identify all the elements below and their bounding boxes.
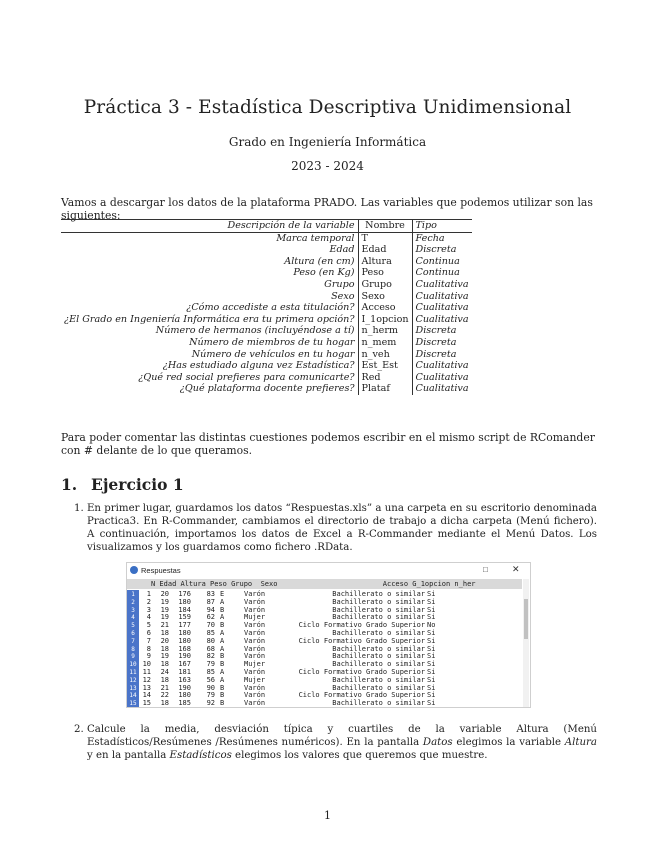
- table-cell: B: [220, 605, 225, 614]
- variable-type: Cualitativa: [415, 383, 469, 395]
- table-cell: 9: [146, 652, 151, 661]
- variable-name: n_herm: [358, 325, 412, 337]
- table-row: [61, 372, 472, 384]
- table-cell: A: [220, 668, 225, 676]
- variable-name: n_mem: [358, 337, 412, 349]
- table-cell: 62: [206, 613, 215, 622]
- variable-description: Edad: [61, 244, 358, 256]
- table-cell: 18: [160, 644, 169, 653]
- table-cell: Bachillerato o similar: [332, 605, 425, 614]
- variable-description: ¿Qué red social prefieres para comunicarte?: [61, 372, 358, 384]
- data-viewer-window: [126, 562, 531, 708]
- table-cell: Si: [427, 629, 436, 637]
- table-row: [61, 267, 472, 279]
- table-row: [61, 256, 472, 268]
- table-cell: 85: [206, 629, 215, 637]
- table-cell: 163: [178, 675, 191, 684]
- table-cell: Bachillerato o similar: [332, 629, 425, 637]
- table-cell: 11: [142, 668, 151, 676]
- table-cell: 4: [146, 613, 151, 622]
- variable-name: T: [358, 232, 412, 244]
- table-cell: 168: [178, 644, 191, 653]
- table-cell: 79: [206, 691, 215, 700]
- table-row: [127, 699, 522, 707]
- table-row: [61, 302, 472, 314]
- variable-type: Cualitativa: [415, 313, 469, 325]
- variables-table-header: [61, 220, 472, 233]
- table-cell: Varón: [244, 597, 266, 606]
- table-cell: Ciclo Formativo Grado Superior: [298, 636, 425, 645]
- variable-description: Número de vehículos en tu hogar: [61, 349, 358, 361]
- table-cell: Mujer: [244, 675, 266, 684]
- table-row: [61, 337, 472, 349]
- table-row: [61, 349, 472, 361]
- table-cell: 176: [178, 590, 191, 598]
- table-cell: 82: [206, 652, 215, 661]
- table-cell: 18: [160, 675, 169, 684]
- table-cell: 8: [146, 644, 151, 653]
- scrollbar-thumb[interactable]: [524, 599, 528, 639]
- text-part: elegimos los valores que queremos que muestre.: [231, 750, 488, 761]
- table-cell: 85: [206, 668, 215, 676]
- variable-type: Continua: [415, 255, 460, 267]
- page-number: 1: [324, 809, 331, 822]
- table-cell: B: [220, 660, 225, 669]
- table-cell: Varón: [244, 699, 266, 707]
- table-cell: Si: [427, 590, 436, 598]
- intro-paragraph: Vamos a descargar los datos de la plataforma PRADO. Las variables que podemos utilizar son las siguientes:: [61, 196, 593, 222]
- table-cell: 19: [160, 597, 169, 606]
- section-title: Ejercicio 1: [91, 475, 184, 494]
- section-heading: [61, 475, 184, 494]
- table-cell: Ciclo Formativo Grado Superior: [298, 691, 425, 700]
- table-cell: Varón: [244, 605, 266, 614]
- variable-name: Est_Est: [358, 360, 412, 372]
- variable-type: Cualitativa: [415, 278, 469, 290]
- variable-description: Marca temporal: [61, 232, 358, 244]
- variable-description: Grupo: [61, 279, 358, 291]
- table-cell: Si: [427, 597, 436, 606]
- header-name: Nombre: [358, 220, 412, 233]
- table-cell: Bachillerato o similar: [332, 652, 425, 661]
- variable-type: Fecha: [415, 232, 445, 244]
- row-number: 2: [127, 598, 139, 607]
- table-cell: Si: [427, 605, 436, 614]
- grid-header-text: N Edad Altura Peso Grupo Sexo Acceso G_1opcion n_her: [151, 580, 476, 588]
- table-cell: 190: [178, 652, 191, 661]
- academic-year: 2023 - 2024: [291, 159, 364, 173]
- table-cell: 94: [206, 605, 215, 614]
- table-cell: Si: [427, 644, 436, 653]
- variable-type: Discreta: [415, 244, 457, 256]
- vertical-scrollbar[interactable]: [523, 579, 529, 707]
- table-cell: 20: [160, 590, 169, 598]
- table-cell: Si: [427, 660, 436, 669]
- table-cell: Varón: [244, 668, 266, 676]
- table-cell: A: [220, 644, 225, 653]
- table-row: [61, 244, 472, 256]
- table-row: [61, 279, 472, 291]
- table-row: [61, 291, 472, 303]
- item-text: En primer lugar, guardamos los datos “Respuestas.xls” a una carpeta en su escritorio denominada Practica3. En R-Commander, cambiamos el directorio de trabajo a dicha carpeta (Menú fichero). A continuación, importamos los datos de Excel a R-Commander mediante el Menú Datos. Los visualizamos y los guardamos como fichero .RData.: [87, 503, 597, 553]
- window-title: Respuestas: [141, 566, 181, 575]
- table-cell: A: [220, 629, 225, 637]
- table-cell: 70: [206, 621, 215, 630]
- table-cell: Bachillerato o similar: [332, 644, 425, 653]
- table-cell: Bachillerato o similar: [332, 675, 425, 684]
- variable-type: Cualitativa: [415, 290, 469, 302]
- table-cell: 177: [178, 621, 191, 630]
- variable-name: Edad: [358, 244, 412, 256]
- table-cell: 19: [160, 605, 169, 614]
- table-cell: 180: [178, 629, 191, 637]
- table-cell: 15: [142, 699, 151, 707]
- variable-description: Sexo: [61, 291, 358, 303]
- header-type: Tipo: [412, 220, 472, 233]
- table-cell: 184: [178, 605, 191, 614]
- row-number: 1: [127, 590, 139, 599]
- table-cell: 18: [160, 699, 169, 707]
- table-cell: 18: [160, 660, 169, 669]
- subtitle: Grado en Ingeniería Informática: [228, 135, 427, 149]
- table-row: [61, 325, 472, 337]
- text-part: elegimos la variable: [452, 737, 565, 748]
- table-cell: No: [427, 621, 436, 630]
- table-cell: Mujer: [244, 660, 266, 669]
- table-cell: 180: [178, 691, 191, 700]
- table-cell: Varón: [244, 636, 266, 645]
- table-cell: 83: [206, 590, 215, 598]
- table-cell: Si: [427, 668, 436, 676]
- close-icon[interactable]: ✕: [512, 564, 520, 574]
- table-cell: Si: [427, 675, 436, 684]
- table-cell: Mujer: [244, 613, 266, 622]
- table-cell: 167: [178, 660, 191, 669]
- table-cell: Bachillerato o similar: [332, 699, 425, 707]
- variable-name: Plataf: [358, 383, 412, 395]
- table-cell: 79: [206, 660, 215, 669]
- table-cell: Si: [427, 699, 436, 707]
- section-number: 1.: [61, 475, 78, 494]
- row-number: 4: [127, 613, 139, 622]
- variable-name: Altura: [358, 256, 412, 268]
- table-cell: 5: [146, 621, 151, 630]
- table-cell: A: [220, 613, 225, 622]
- row-number: 10: [127, 660, 139, 669]
- item-text: [87, 723, 597, 762]
- variable-type: Cualitativa: [415, 371, 469, 383]
- table-cell: 2: [146, 597, 151, 606]
- data-grid-header: [127, 579, 522, 589]
- table-cell: 21: [160, 683, 169, 692]
- variable-type: Discreta: [415, 325, 457, 337]
- variable-type: Discreta: [415, 348, 457, 360]
- table-cell: 12: [142, 675, 151, 684]
- header-description: Descripción de la variable: [61, 220, 358, 233]
- table-cell: 19: [160, 652, 169, 661]
- variable-type: Cualitativa: [415, 302, 469, 314]
- table-cell: 24: [160, 668, 169, 676]
- table-cell: Varón: [244, 652, 266, 661]
- page-title: Práctica 3 - Estadística Descriptiva Unidimensional: [83, 97, 572, 118]
- row-number: 5: [127, 621, 139, 630]
- table-cell: A: [220, 597, 225, 606]
- table-cell: A: [220, 636, 225, 645]
- variable-description: ¿Cómo accediste a esta titulación?: [61, 302, 358, 314]
- table-cell: 22: [160, 691, 169, 700]
- variable-description: Altura (en cm): [61, 256, 358, 268]
- table-cell: Ciclo Formativo Grado Superior: [298, 621, 425, 630]
- text-part: Calcule la media, desviación típica y cuartiles de la variable Altura (Menú Estadísticos/Resúmenes /Resúmenes numéricos). En la pantalla: [87, 724, 597, 748]
- emphasis-datos: Datos: [422, 737, 453, 748]
- variable-type: Continua: [415, 267, 460, 279]
- row-number: 9: [127, 652, 139, 661]
- row-number: 12: [127, 676, 139, 685]
- variable-type: Discreta: [415, 336, 457, 348]
- table-cell: Varón: [244, 621, 266, 630]
- maximize-icon[interactable]: □: [483, 565, 488, 574]
- table-cell: 180: [178, 636, 191, 645]
- table-cell: Varón: [244, 644, 266, 653]
- table-cell: B: [220, 691, 225, 700]
- variable-name: Sexo: [358, 291, 412, 303]
- table-cell: 159: [178, 613, 191, 622]
- row-number: 11: [127, 668, 139, 677]
- table-cell: 87: [206, 597, 215, 606]
- variable-name: I_1opcion: [358, 314, 412, 326]
- row-number: 8: [127, 645, 139, 654]
- variable-description: Peso (en Kg): [61, 267, 358, 279]
- table-cell: A: [220, 675, 225, 684]
- data-grid: [127, 579, 522, 707]
- table-cell: Si: [427, 691, 436, 700]
- row-number: 14: [127, 691, 139, 700]
- table-cell: 14: [142, 691, 151, 700]
- table-cell: 19: [160, 613, 169, 622]
- emphasis-estadisticos: Estadísticos: [169, 750, 232, 761]
- table-cell: B: [220, 621, 225, 630]
- table-cell: 10: [142, 660, 151, 669]
- table-cell: Varón: [244, 629, 266, 637]
- emphasis-altura: Altura: [564, 737, 597, 748]
- variable-name: n_veh: [358, 349, 412, 361]
- row-number: 15: [127, 699, 139, 707]
- table-cell: B: [220, 652, 225, 661]
- table-cell: Bachillerato o similar: [332, 613, 425, 622]
- row-number: 13: [127, 684, 139, 693]
- item-number: 2.: [74, 724, 84, 735]
- table-cell: 185: [178, 699, 191, 707]
- table-cell: 80: [206, 636, 215, 645]
- variable-name: Acceso: [358, 302, 412, 314]
- table-row: [61, 360, 472, 372]
- table-row: [61, 232, 472, 244]
- item-number: 1.: [74, 503, 84, 514]
- window-titlebar: [127, 563, 530, 578]
- table-cell: E: [220, 590, 225, 598]
- table-cell: Bachillerato o similar: [332, 597, 425, 606]
- table-cell: 68: [206, 644, 215, 653]
- table-cell: 21: [160, 621, 169, 630]
- table-cell: Si: [427, 652, 436, 661]
- row-number: 3: [127, 606, 139, 615]
- table-cell: 90: [206, 683, 215, 692]
- variable-description: Número de miembros de tu hogar: [61, 337, 358, 349]
- table-cell: Varón: [244, 691, 266, 700]
- text-part: y en la pantalla: [87, 750, 170, 761]
- table-cell: 1: [146, 590, 151, 598]
- table-row: [61, 314, 472, 326]
- variable-name: Grupo: [358, 279, 412, 291]
- variable-name: Peso: [358, 267, 412, 279]
- table-cell: Si: [427, 636, 436, 645]
- table-cell: B: [220, 683, 225, 692]
- variables-table: [61, 219, 472, 395]
- table-cell: Si: [427, 613, 436, 622]
- variable-description: ¿El Grado en Ingeniería Informática era tu primera opción?: [61, 314, 358, 326]
- variable-description: ¿Qué plataforma docente prefieres?: [61, 383, 358, 395]
- variable-description: ¿Has estudiado alguna vez Estadística?: [61, 360, 358, 372]
- table-cell: Bachillerato o similar: [332, 590, 425, 598]
- table-cell: 18: [160, 629, 169, 637]
- table-cell: 6: [146, 629, 151, 637]
- variable-name: Red: [358, 372, 412, 384]
- table-row: [61, 383, 472, 395]
- table-cell: 190: [178, 683, 191, 692]
- table-cell: 20: [160, 636, 169, 645]
- row-number: 7: [127, 637, 139, 646]
- variable-type: Cualitativa: [415, 360, 469, 372]
- comment-note: Para poder comentar las distintas cuestiones podemos escribir en el mismo script de RComander con # delante de lo que queramos.: [61, 431, 595, 457]
- table-cell: B: [220, 699, 225, 707]
- table-cell: Varón: [244, 590, 266, 598]
- table-cell: 13: [142, 683, 151, 692]
- table-cell: 181: [178, 668, 191, 676]
- table-cell: 7: [146, 636, 151, 645]
- r-app-icon: [130, 566, 138, 574]
- table-cell: Bachillerato o similar: [332, 660, 425, 669]
- table-cell: 180: [178, 597, 191, 606]
- table-cell: Varón: [244, 683, 266, 692]
- table-cell: 92: [206, 699, 215, 707]
- row-number: 6: [127, 629, 139, 638]
- table-cell: 3: [146, 605, 151, 614]
- variable-description: Número de hermanos (incluyéndose a tí): [61, 325, 358, 337]
- table-cell: 56: [206, 675, 215, 684]
- table-cell: Bachillerato o similar: [332, 683, 425, 692]
- table-cell: Ciclo Formativo Grado Superior: [298, 668, 425, 676]
- table-cell: Si: [427, 683, 436, 692]
